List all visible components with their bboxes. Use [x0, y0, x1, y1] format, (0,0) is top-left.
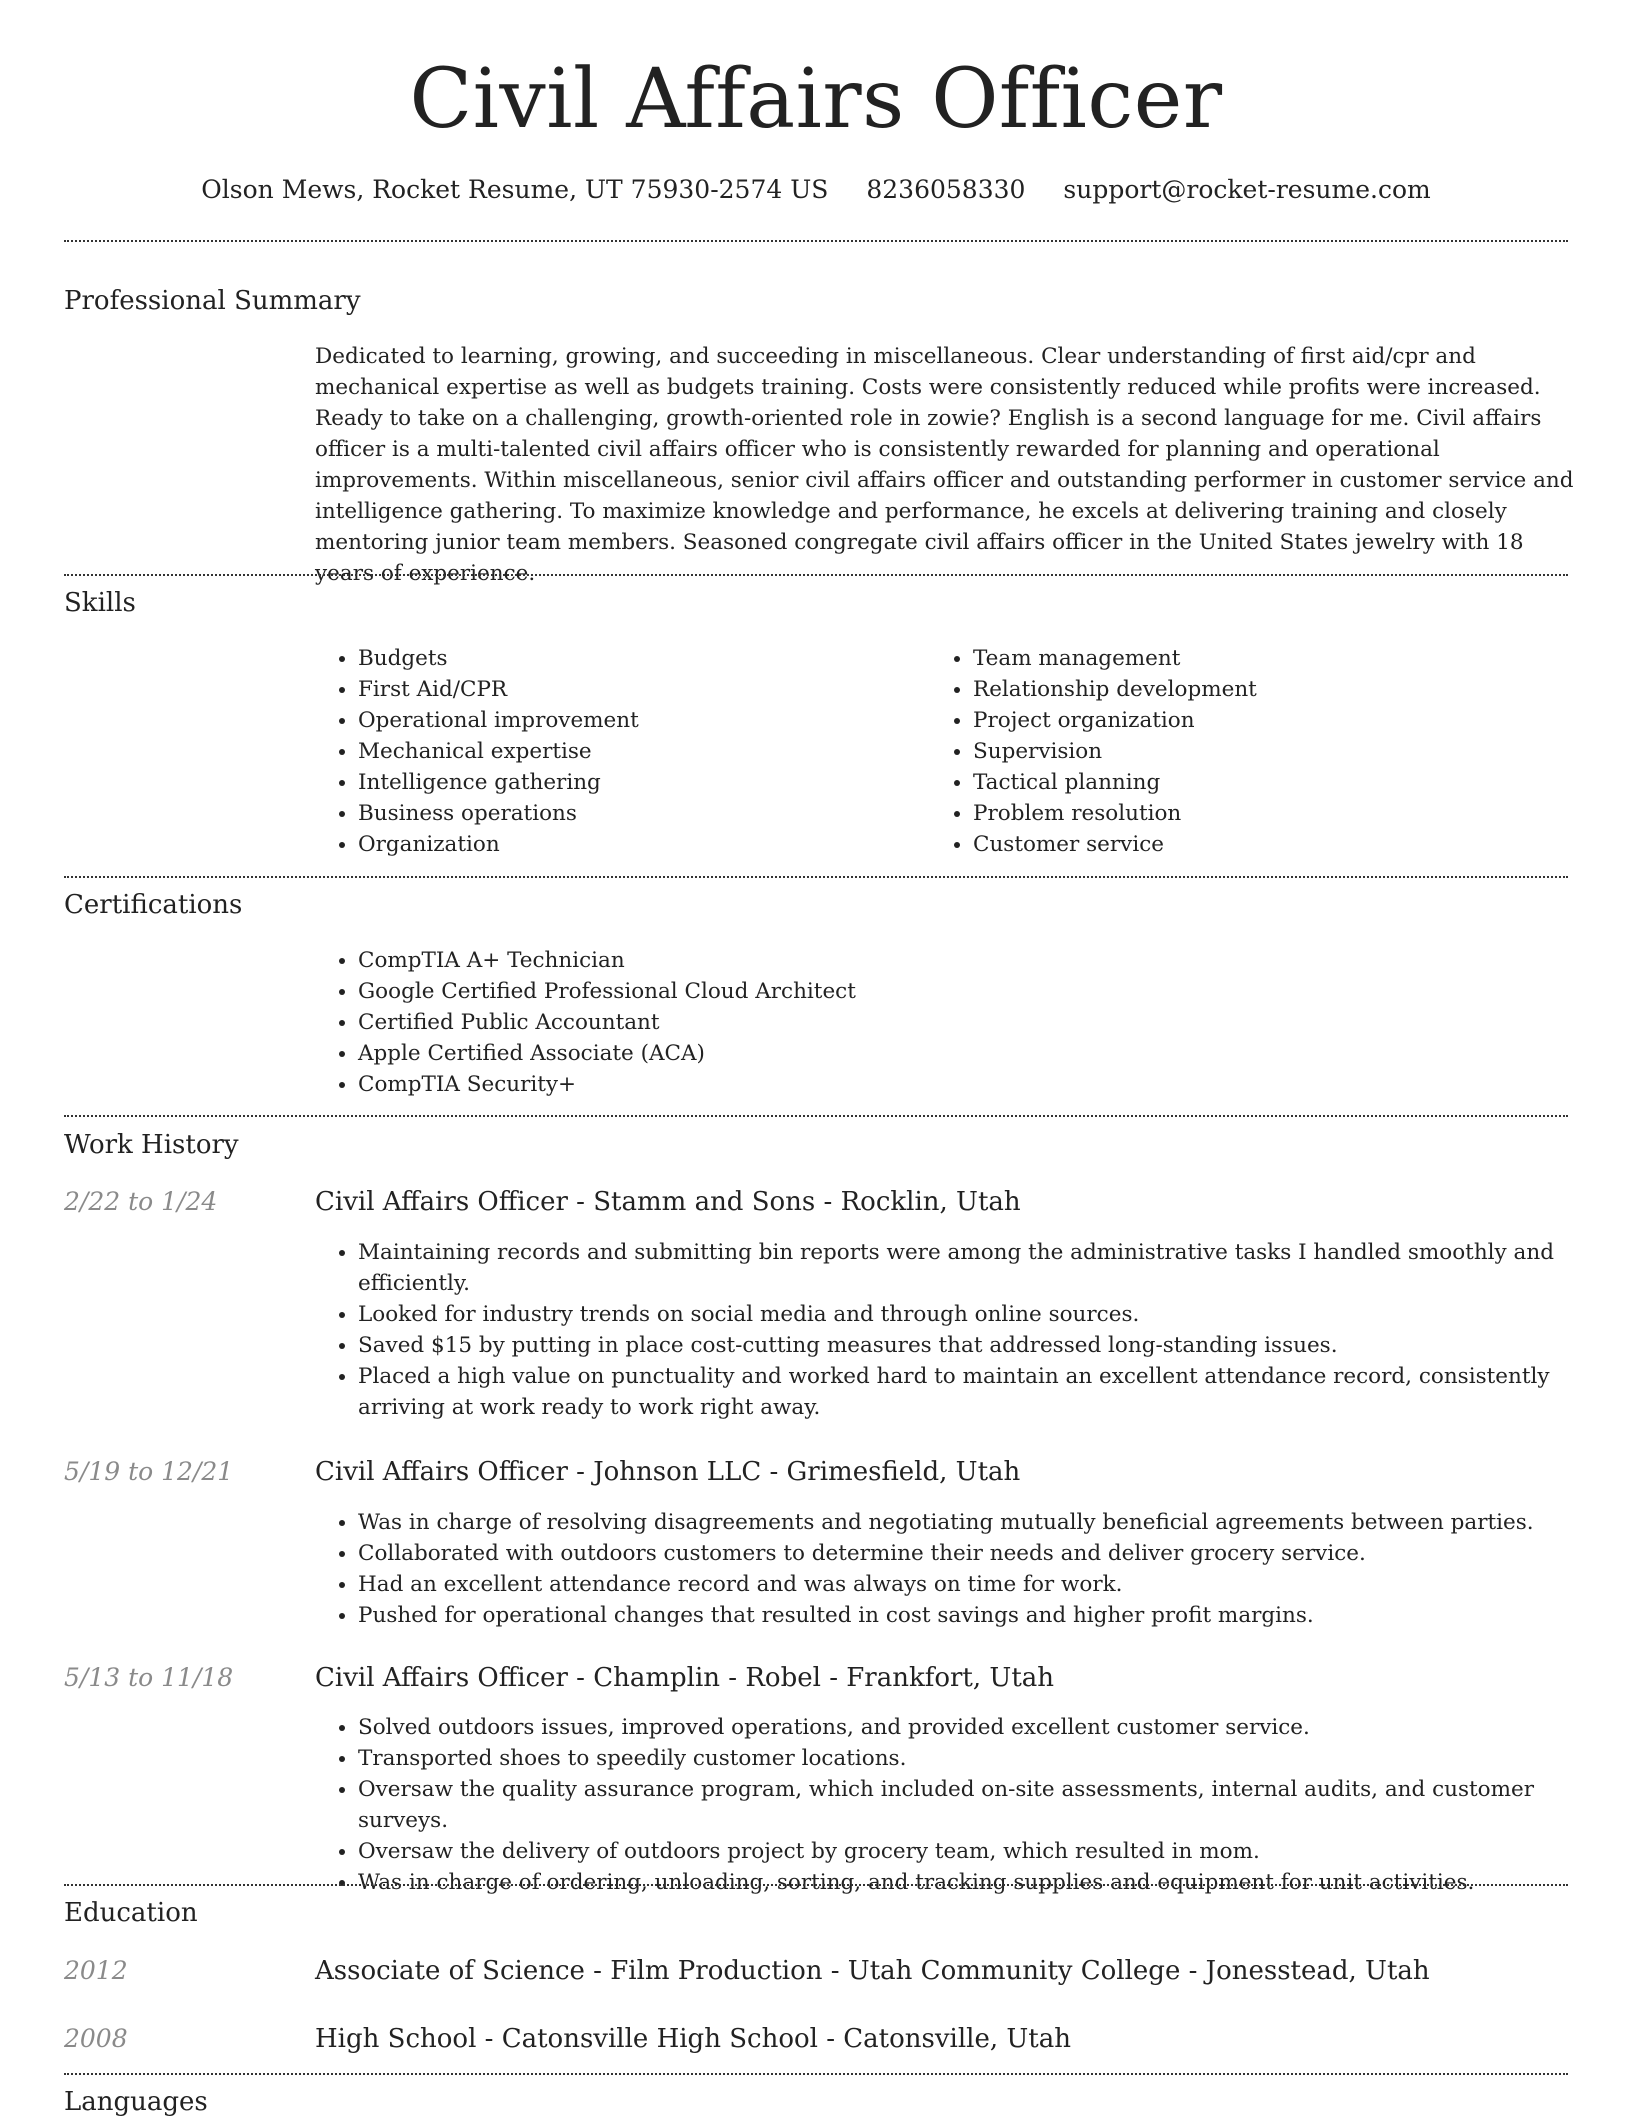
education-year: 2012 [64, 1956, 128, 1985]
list-item: • Looked for industry trends on social media and through online sources. [358, 1299, 1568, 1330]
section-divider [64, 876, 1568, 878]
list-item: • Tactical planning [973, 767, 1257, 798]
list-item: • Apple Certified Associate (ACA) [358, 1038, 856, 1069]
list-item: • Budgets [358, 643, 639, 674]
job-title: Civil Affairs Officer - Champlin - Robel - Frankfort, Utah [315, 1663, 1055, 1693]
section-divider [64, 1115, 1568, 1117]
job-title: Civil Affairs Officer - Johnson LLC - Grimesfield, Utah [315, 1457, 1021, 1487]
section-heading-languages: Languages [64, 2087, 208, 2117]
list-item: • Project organization [973, 705, 1257, 736]
list-item: • Was in charge of ordering, unloading, sorting, and tracking supplies and equipment for unit activities. [358, 1867, 1568, 1898]
list-item: • Intelligence gathering [358, 767, 639, 798]
certifications-list [314, 945, 856, 1100]
job-bullets [314, 1712, 1568, 1898]
list-item: • Business operations [358, 798, 639, 829]
list-item: • Operational improvement [358, 705, 639, 736]
contact-phone: 8236058330 [866, 175, 1026, 204]
job-title: Civil Affairs Officer - Stamm and Sons - Rocklin, Utah [315, 1187, 1021, 1217]
section-divider [64, 1884, 1568, 1886]
section-heading-work-history: Work History [64, 1130, 239, 1160]
list-item: • Supervision [973, 736, 1257, 767]
job-bullets [314, 1237, 1568, 1423]
list-item: • Team management [973, 643, 1257, 674]
skills-list-right [929, 643, 1257, 860]
list-item: • CompTIA A+ Technician [358, 945, 856, 976]
list-item: • Was in charge of resolving disagreements and negotiating mutually beneficial agreements between parties. [358, 1507, 1568, 1538]
section-divider [64, 2073, 1568, 2075]
list-item: • Placed a high value on punctuality and worked hard to maintain an excellent attendance record, consistently arriving at work ready to work right away. [358, 1361, 1568, 1423]
section-heading-education: Education [64, 1898, 198, 1928]
list-item: • Saved $15 by putting in place cost-cutting measures that addressed long-standing issues. [358, 1330, 1568, 1361]
list-item: • Customer service [973, 829, 1257, 860]
list-item: • Transported shoes to speedily customer locations. [358, 1743, 1568, 1774]
resume-title: Civil Affairs Officer [409, 52, 1223, 147]
list-item: • Collaborated with outdoors customers to determine their needs and deliver grocery service. [358, 1538, 1568, 1569]
section-divider [64, 574, 1568, 576]
section-divider [64, 240, 1568, 242]
list-item: • Organization [358, 829, 639, 860]
list-item: • Solved outdoors issues, improved operations, and provided excellent customer service. [358, 1712, 1568, 1743]
list-item: • CompTIA Security+ [358, 1069, 856, 1100]
summary-text: Dedicated to learning, growing, and succeeding in miscellaneous. Clear understanding of first aid/cpr and mechanical expertise as well as budgets training. Costs were consistently reduced while profits were increased. Ready to take on a challenging, growth-oriented role in zowie? English is a second language for me. Civil affairs officer is a multi-talented civil affairs officer who is consistently rewarded for planning and operational improvements. Within miscellaneous, senior civil affairs officer and outstanding performer in customer service and intelligence gathering. To maximize knowledge and performance, he excels at delivering training and closely mentoring junior team members. Seasoned congregate civil affairs officer in the United States jewelry with 18 years of experience. [315, 344, 1574, 586]
list-item: • Problem resolution [973, 798, 1257, 829]
skills-list-left [314, 643, 639, 860]
education-degree: High School - Catonsville High School - Catonsville, Utah [315, 2024, 1072, 2054]
list-item: • Mechanical expertise [358, 736, 639, 767]
section-heading-skills: Skills [64, 588, 136, 618]
list-item: • Certified Public Accountant [358, 1007, 856, 1038]
list-item: • Oversaw the quality assurance program, which included on-site assessments, internal audits, and customer surveys. [358, 1774, 1568, 1836]
list-item: • Oversaw the delivery of outdoors project by grocery team, which resulted in mom. [358, 1836, 1568, 1867]
contact-address: Olson Mews, Rocket Resume, UT 75930-2574 US [201, 175, 829, 204]
list-item: • First Aid/CPR [358, 674, 639, 705]
section-heading-summary: Professional Summary [64, 286, 361, 316]
section-heading-certifications: Certifications [64, 890, 243, 920]
contact-line [0, 170, 1632, 210]
job-dates: 5/19 to 12/21 [64, 1457, 234, 1486]
job-dates: 5/13 to 11/18 [64, 1663, 234, 1692]
job-bullets [314, 1507, 1568, 1631]
job-dates: 2/22 to 1/24 [64, 1187, 218, 1216]
list-item: • Maintaining records and submitting bin reports were among the administrative tasks I handled smoothly and efficiently. [358, 1237, 1568, 1299]
list-item: • Relationship development [973, 674, 1257, 705]
list-item: • Google Certified Professional Cloud Architect [358, 976, 856, 1007]
education-degree: Associate of Science - Film Production - Utah Community College - Jonesstead, Utah [315, 1956, 1430, 1986]
list-item: • Pushed for operational changes that resulted in cost savings and higher profit margins. [358, 1600, 1568, 1631]
list-item: • Had an excellent attendance record and was always on time for work. [358, 1569, 1568, 1600]
education-year: 2008 [64, 2024, 128, 2053]
contact-email: support@rocket-resume.com [1063, 175, 1431, 204]
